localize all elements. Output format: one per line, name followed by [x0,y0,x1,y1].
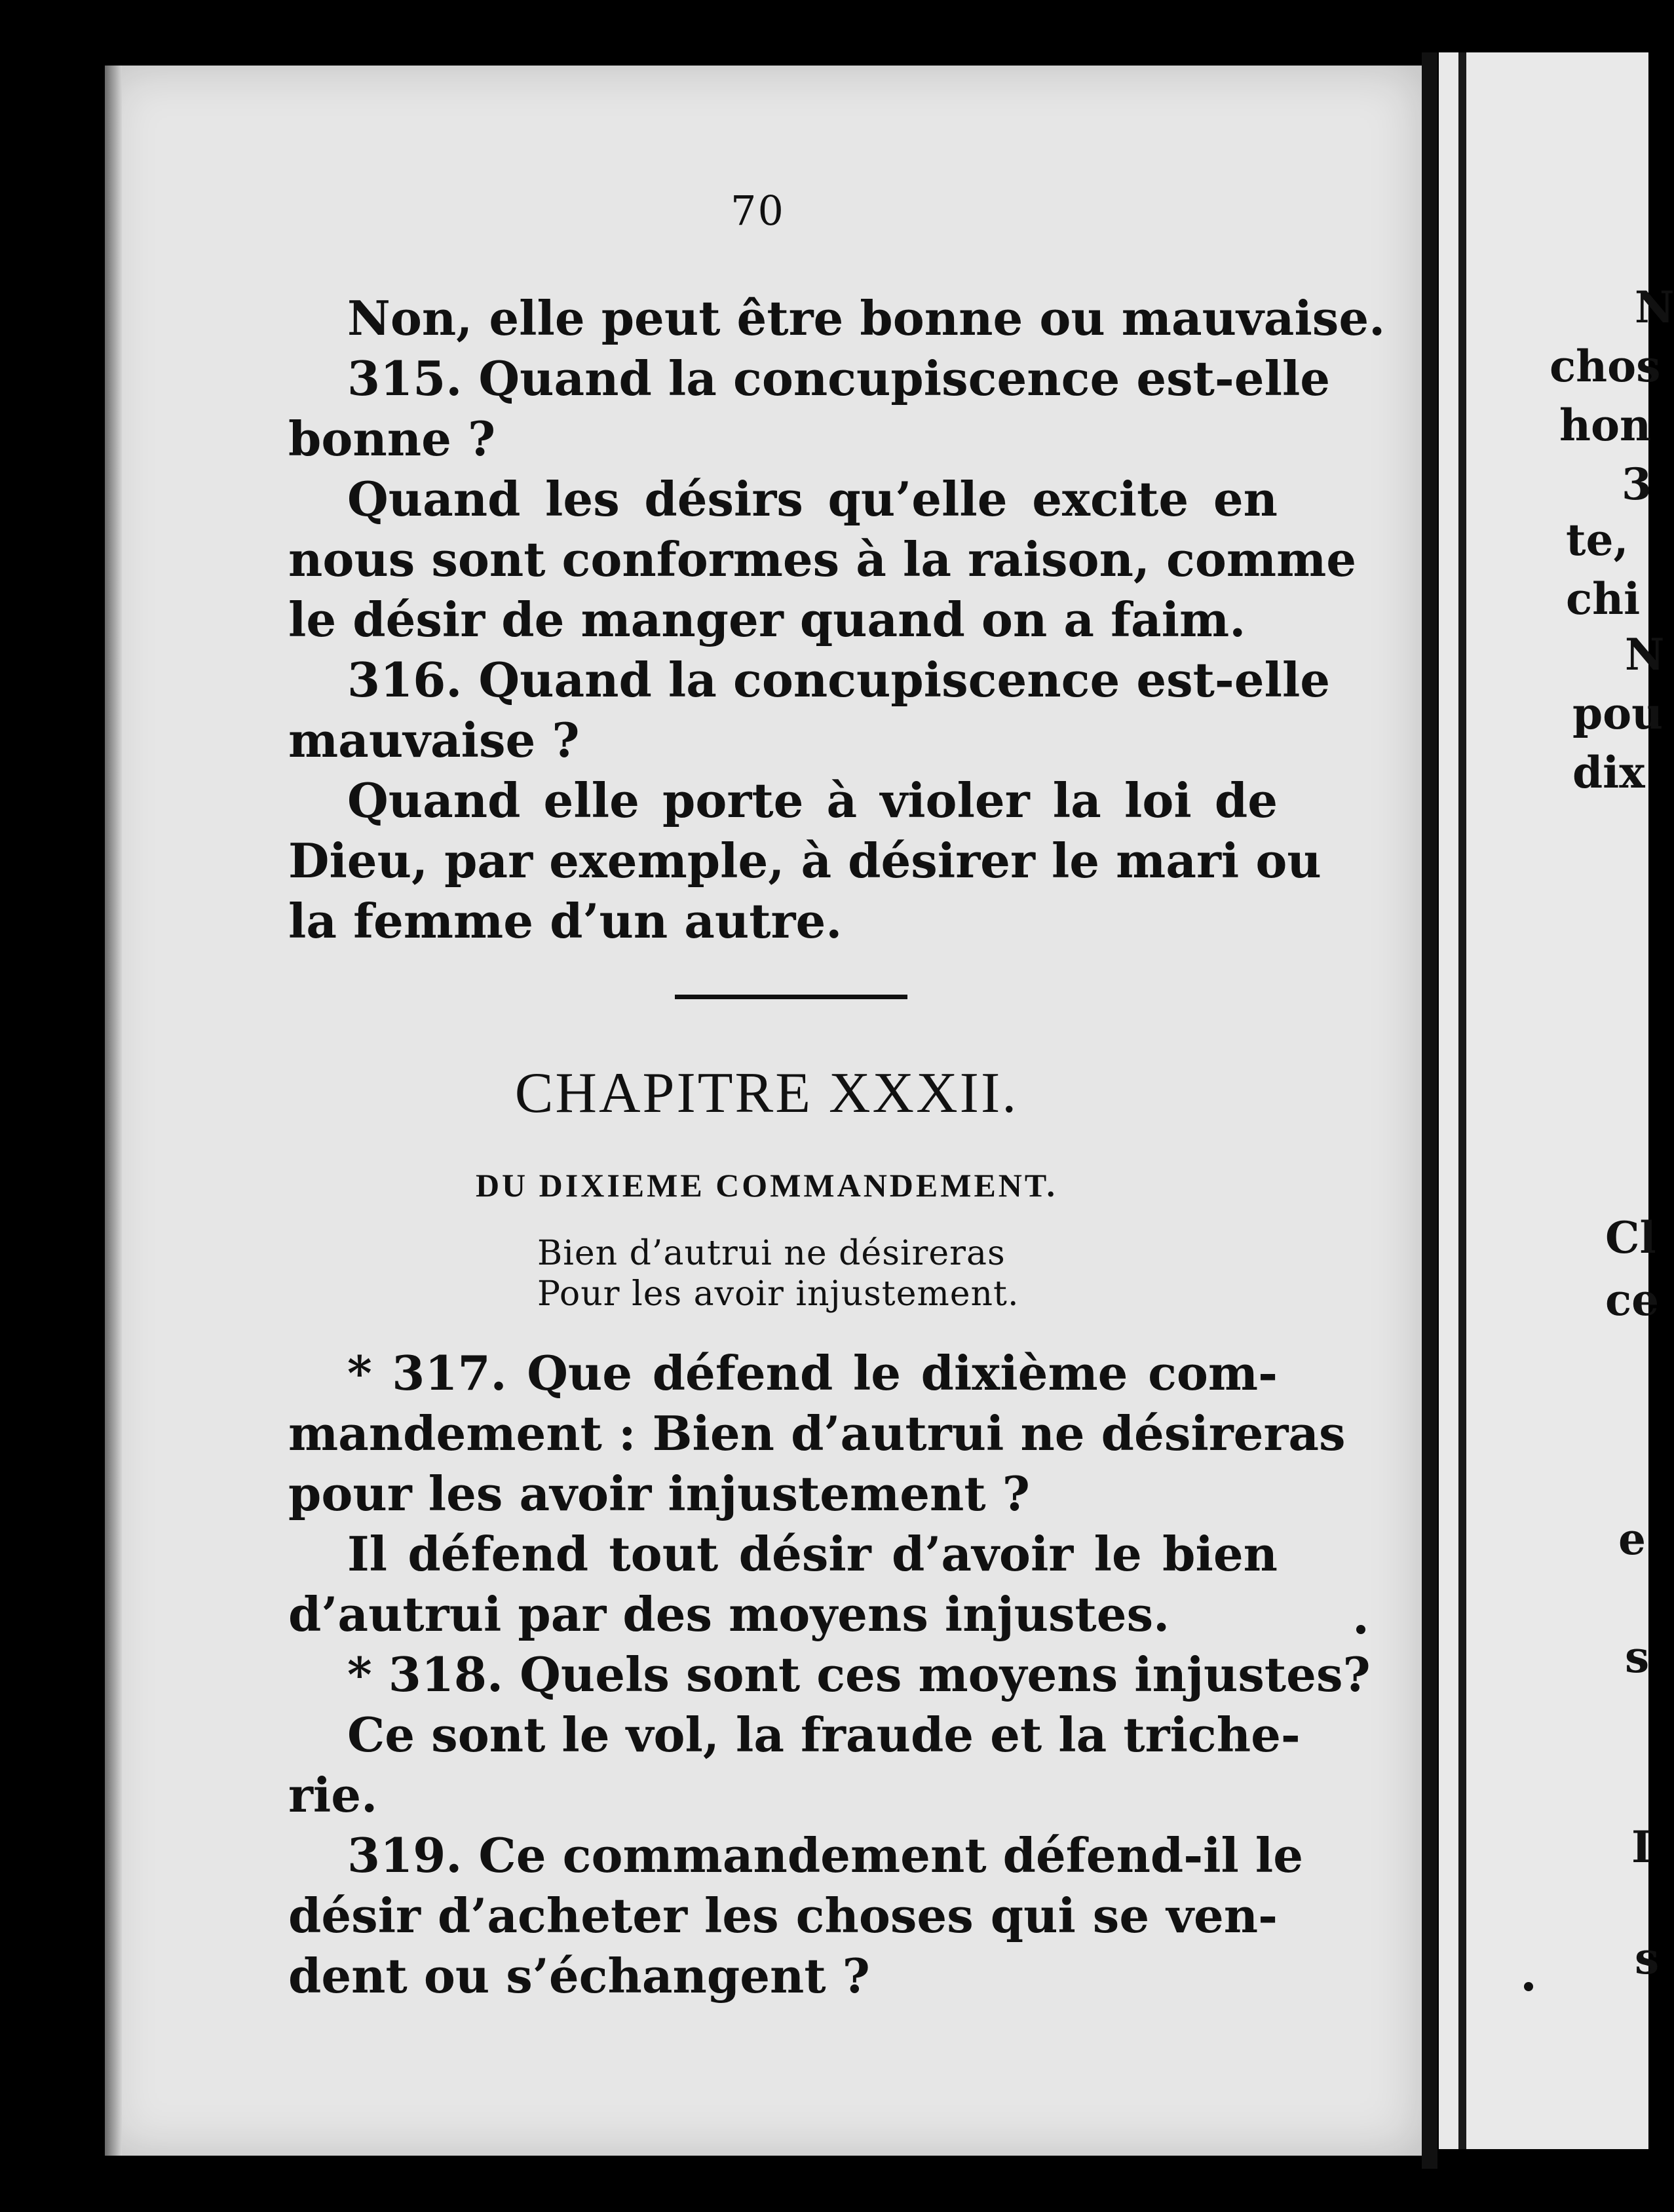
ink-speck [1524,1982,1533,1991]
right-page-fragment: s [1635,1933,1660,1984]
upper-text-block [288,288,1386,951]
text-line: 315. Quand la concupiscence est-elle [347,351,1331,406]
right-page-fragment: 3 [1622,459,1652,510]
chapter-verse [537,1233,1019,1314]
ink-speck [1356,1625,1365,1634]
text-line: Il défend tout désir d’avoir le bien [347,1526,1278,1582]
text-line: bonne ? [288,411,496,467]
text-line: 316. Quand la concupiscence est-elle [347,652,1331,708]
verse-line-1: Bien d’autrui ne désireras [537,1234,1006,1273]
text-line: désir d’acheter les choses qui se ven- [288,1888,1278,1943]
text-line: mauvaise ? [288,712,580,768]
text-line: pour les avoir injustement ? [288,1466,1030,1521]
right-page-fragment: chos [1550,341,1661,392]
page-number: 70 [731,187,785,235]
text-line: Dieu, par exemple, à désirer le mari ou [288,833,1322,888]
chapter-subtitle: DU DIXIEME COMMANDEMENT. [475,1167,1058,1204]
right-page-fragment: e [1618,1514,1646,1565]
right-page-fragment: I [1631,1821,1652,1873]
text-line: le désir de manger quand on a faim. [288,592,1246,647]
section-divider-rule [675,995,907,999]
text-line: nous sont conformes à la raison, comme [288,531,1357,587]
text-line: dent ou s’échangent ? [288,1948,870,2004]
lower-text-block [288,1343,1371,2006]
text-line: rie. [288,1767,378,1823]
right-page-fragment: N [1635,282,1674,333]
text-line: mandement : Bien d’autrui ne désireras [288,1405,1346,1461]
text-line: Non, elle peut être bonne ou mauvaise. [347,290,1386,346]
right-page-fragment: pou [1572,688,1664,739]
text-line: d’autrui par des moyens injustes. [288,1586,1170,1642]
text-line: * 317. Que défend le dixième com- [347,1345,1278,1401]
right-page-fragment: ce [1605,1274,1660,1325]
text-line: Quand les désirs qu’elle excite en [347,471,1278,527]
right-page-fragment: s [1625,1631,1650,1683]
text-line: Quand elle porte à violer la loi de [347,772,1278,828]
text-line: la femme d’un autre. [288,893,843,949]
text-line: 319. Ce commandement défend-il le [347,1827,1304,1883]
right-page-fragment: Cl [1605,1212,1656,1263]
text-line: Ce sont le vol, la fraude et la triche- [347,1707,1301,1763]
right-page-fragment: dix [1572,747,1645,798]
text-line: * 318. Quels sont ces moyens injustes? [347,1647,1371,1702]
chapter-title: CHAPITRE XXXII. [514,1061,1019,1125]
verse-line-2: Pour les avoir injustement. [537,1274,1019,1314]
right-page-fragment: hon [1559,400,1651,451]
right-page-fragment: te, [1566,514,1629,565]
right-page-fragment: chi [1566,573,1641,624]
right-page-fragment: N [1625,629,1665,680]
